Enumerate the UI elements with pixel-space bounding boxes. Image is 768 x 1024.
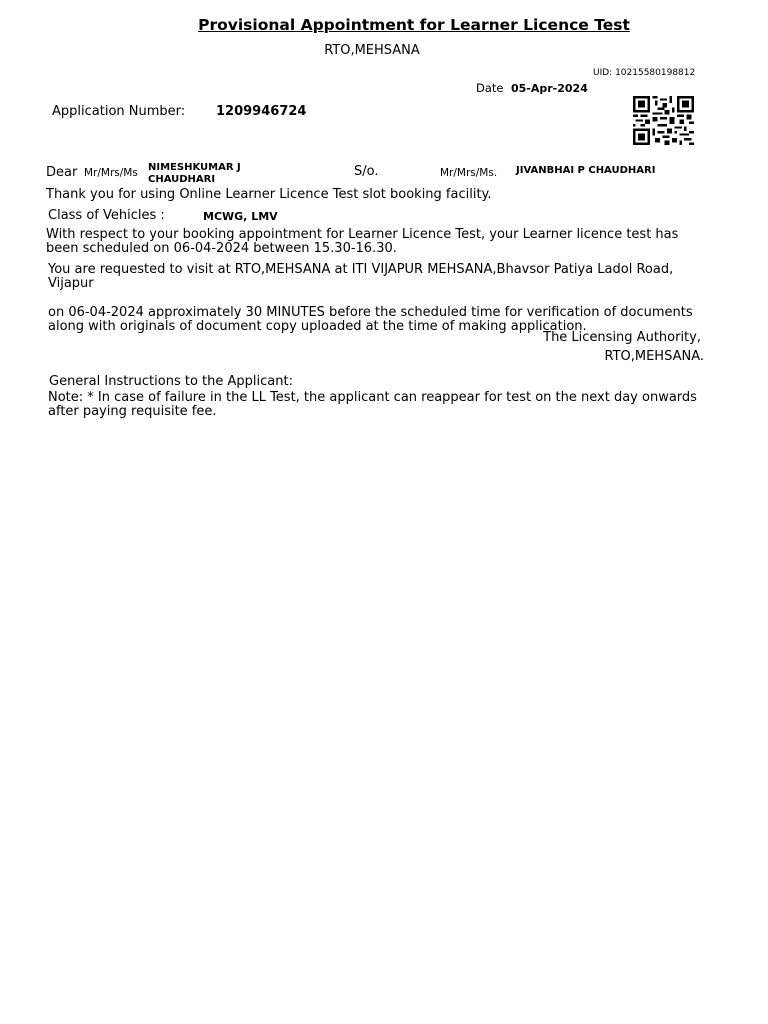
authority-title: The Licensing Authority,: [543, 330, 701, 345]
relation-label: S/o.: [354, 164, 379, 179]
parent-title: Mr/Mrs/Ms.: [440, 167, 498, 179]
qr-code-icon: [633, 96, 694, 145]
schedule-paragraph: With respect to your booking appointment for Learner Licence Test, your Learner licence test has been scheduled on 06-04-2024 between 15.30-16.30.: [46, 227, 679, 256]
vehicle-class-label: Class of Vehicles :: [48, 208, 165, 223]
office-name: RTO,MEHSANA: [324, 43, 420, 58]
applicant-name: NIMESHKUMAR J CHAUDHARI: [148, 162, 241, 185]
salutation-dear: Dear: [46, 165, 78, 180]
application-number-value: 1209946724: [216, 104, 307, 119]
parent-name: JIVANBHAI P CHAUDHARI: [516, 165, 656, 176]
verification-paragraph: on 06-04-2024 approximately 30 MINUTES before the scheduled time for verification of documents along with originals of document copy uploaded at the time of making application.: [48, 305, 693, 334]
applicant-title: Mr/Mrs/Ms: [84, 167, 138, 179]
instructions-heading: General Instructions to the Applicant:: [49, 374, 293, 389]
date-label: Date: [476, 81, 504, 95]
date-value: 05-Apr-2024: [511, 82, 588, 95]
authority-office: RTO,MEHSANA.: [604, 349, 704, 364]
visit-paragraph: You are requested to visit at RTO,MEHSANA at ITI VIJAPUR MEHSANA,Bhavsor Patiya Ladol Road, Vijapur: [48, 262, 674, 291]
application-number-label: Application Number:: [52, 104, 186, 119]
uid-text: UID: 10215580198812: [593, 68, 696, 78]
instructions-note: Note: * In case of failure in the LL Test, the applicant can reappear for test on the next day onwards after paying requisite fee.: [48, 390, 697, 419]
thanks-text: Thank you for using Online Learner Licence Test slot booking facility.: [46, 187, 492, 202]
document-title: Provisional Appointment for Learner Licence Test: [198, 16, 630, 34]
vehicle-class-value: MCWG, LMV: [203, 210, 278, 223]
